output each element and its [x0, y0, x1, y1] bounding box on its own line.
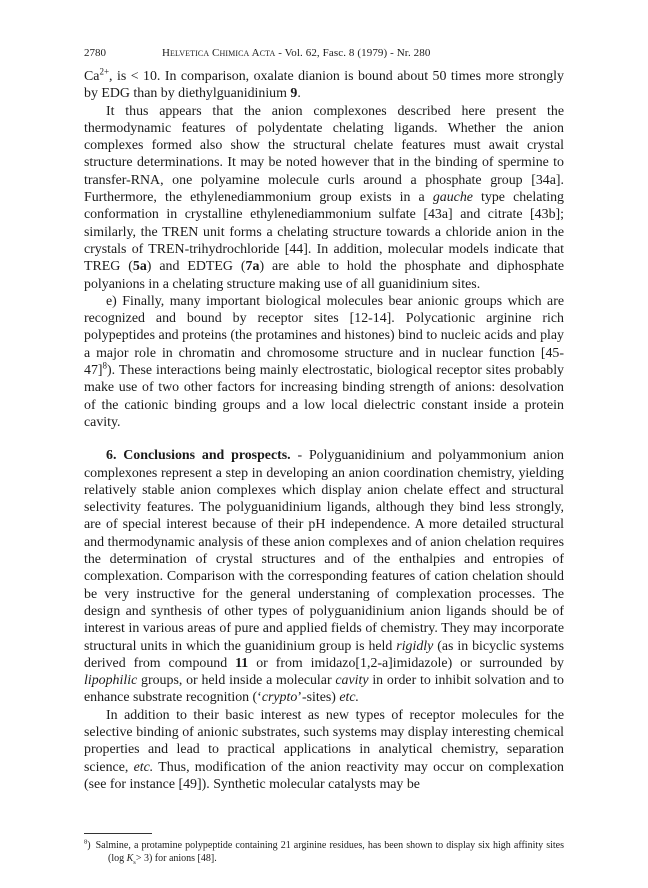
subscript: s: [133, 858, 136, 866]
italic-term: crypto: [261, 690, 298, 706]
text-run: > 3) for anions [48].: [135, 852, 217, 864]
text-run: It thus appears that the anion complexones described here present the thermodynamic features of polydentate chelating ligands. Whether the anion complexes formed also show the structural chelate features must await crystal structure determinations. It may be noted however that in the binding of spermine to transfer-RNA, one polyamine molecule curls around a phosphate group [34a]. Furthermore, the ethylenediammonium group exists in a: [84, 103, 564, 206]
text-run: type chelating conformation in crystalline ethylenediammonium sulfate [43a] and citrate [43b]; similarly, the TREN unit forms a chelating structure towards a chloride anion in the crystals of TREN-trihydrochloride [44]. In addition, molecular models indicate that TREG (: [84, 190, 564, 275]
article-body: [84, 68, 564, 793]
paragraph-biological-molecules: [84, 293, 564, 431]
italic-term: K: [126, 852, 134, 864]
journal-volume-issue: - Vol. 62, Fasc. 8 (1979) - Nr. 280: [275, 47, 431, 59]
text-run: groups, or held inside a molecular: [137, 673, 336, 689]
footnote-reference: 8: [102, 360, 108, 371]
text-run: Ca: [84, 69, 100, 84]
text-run: , is < 10. In comparison, oxalate dianion is bound about 50 times more strongly by EDG than by diethylguanidinium: [84, 69, 564, 102]
text-run: ) and EDTEG (: [146, 259, 246, 275]
italic-term: rigidly: [396, 638, 434, 654]
compound-number: 9: [290, 86, 298, 102]
text-run: ). These interactions being mainly electrostatic, biological receptor sites probably make use of two other factors for increasing binding strength of anions: desolvation of the cationic binding groups and a low local dielectric constant inside a protein cavity.: [84, 363, 564, 430]
text-run: - Polyguanidinium and polyammonium anion complexones represent a step in developing an anion coordination chemistry, yielding relatively stable anion complexes which display anion chelate effect and structural selectivity features. The polyguanidinium ligands, although they bind less strongly, are of special interest because of their pH independence. A more detailed structural and thermodynamic analysis of these anion complexes and of anion chelation requires the determination of crystal structures and of the enthalpies and entropies of complexation. Comparison with the corresponding features of cation chelation should be very instructive for the general understaning of complexation processes. The design and synthesis of other types of polyguanidinium anion ligands should be of interest in various areas of pure and applied fields of chemistry. They may incorporate structural units in which the guanidinium group is held: [84, 448, 565, 654]
text-run: ) are able to hold the phosphate and diphosphate polyanions in a chelating structure making use of all guanidinium sites.: [84, 259, 564, 292]
compound-number: 11: [235, 655, 249, 671]
italic-term: etc.: [339, 690, 360, 706]
footnote-divider: [84, 833, 152, 834]
page-number: 2780: [84, 47, 106, 59]
text-run: or from imidazo[1,2-a]imidazole) or surrounded by: [248, 655, 564, 671]
paragraph-conclusions: [84, 447, 564, 706]
paragraph-applications: [84, 707, 564, 793]
journal-name: Helvetica Chimica Acta: [162, 47, 276, 59]
text-run: (as in bicyclic systems derived from compound: [84, 638, 564, 671]
italic-term: gauche: [432, 190, 473, 206]
text-run: in order to inhibit solvation and to enhance substrate recognition (‘: [84, 673, 564, 706]
text-run: ) Salmine, a protamine polypeptide containing 21 arginine residues, has been shown to display six high affinity sites (log: [87, 840, 564, 864]
footnote-marker: 8: [84, 838, 88, 846]
superscript: 2+: [99, 66, 110, 77]
section-heading: 6. Conclusions and prospects.: [106, 448, 291, 464]
compound-number: 5a: [132, 259, 147, 275]
text-run: .: [297, 86, 301, 102]
compound-number: 7a: [245, 259, 260, 275]
footnote: [84, 840, 564, 865]
italic-term: etc.: [133, 759, 154, 775]
paragraph-chelate-features: [84, 103, 564, 293]
running-title: [162, 46, 430, 60]
text-run: e) Finally, many important biological molecules bear anionic groups which are recognized and bound by receptor sites [12-14]. Polycationic arginine rich polypeptides and proteins (the protamines and histones) bind to nucleic acids and play a major role in chromatin and chromosome structure and in nuclear function [45-47]: [84, 293, 564, 379]
text-run: In addition to their basic interest as new types of receptor molecules for the selective binding of anionic substrates, such systems may display interesting chemical properties and lead to practical applications in analytical chemistry, separation science,: [84, 707, 564, 775]
text-run: ’-sites): [297, 690, 340, 706]
italic-term: cavity: [335, 673, 369, 689]
text-run: Thus, modification of the anion reactivity may occur on complexation (see for instance [49]). Synthetic molecular catalysts may be: [84, 759, 564, 792]
italic-term: lipophilic: [84, 673, 138, 689]
paragraph-continuation: [84, 68, 564, 103]
